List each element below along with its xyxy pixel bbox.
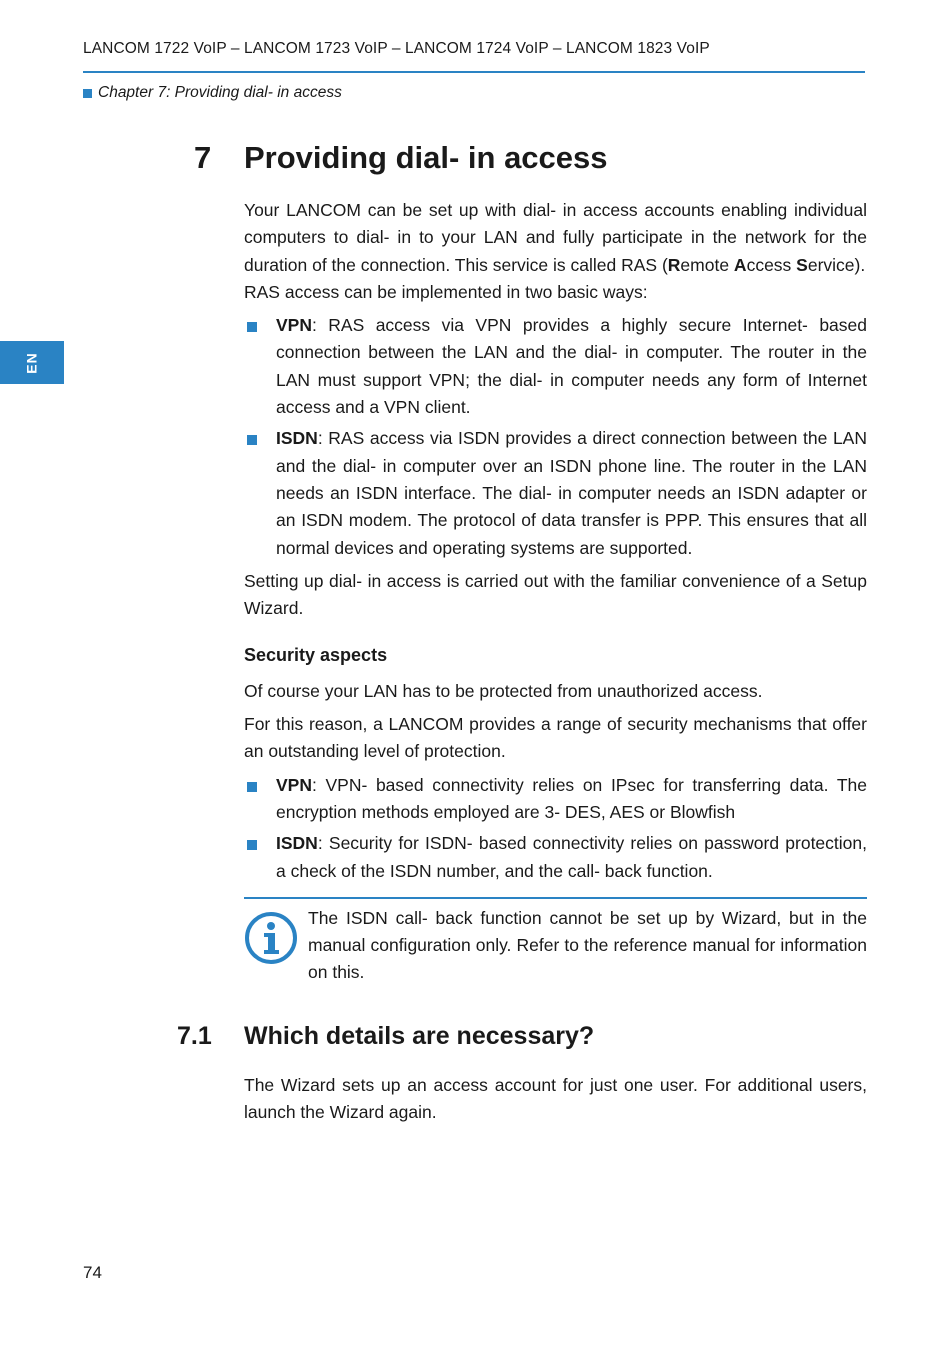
intro-text-a: Your LANCOM can be set up with dial- in access accounts enabling individual computers to dial- in to your LAN and fully participate in the network for the duration of the connection. This service is called RAS ( [244,200,867,275]
chapter-number: 7 [194,140,212,175]
square-bullet-icon [83,89,92,98]
setup-paragraph: Setting up dial- in access is carried out with the familiar convenience of a Setup Wizard. [244,570,867,619]
ras-s: S [796,254,808,275]
list-item [244,312,867,421]
list-item-text: : Security for ISDN- based connectivity relies on password protection, a check of the ISDN number, and the call- back function. [276,833,867,881]
ras-ervice: ervice). [807,254,866,275]
intro-text-b: RAS access can be implemented in two basic ways: [244,281,648,302]
square-bullet-icon [247,435,257,445]
square-bullet-icon [247,782,257,792]
language-tab [0,341,64,384]
page-number: 74 [83,1263,102,1282]
chapter-breadcrumb [83,84,342,102]
security-list [244,772,867,885]
section-title: Which details are necessary? [244,1022,595,1050]
list-item-text: : VPN- based connectivity relies on IPsec for transferring data. The encryption methods employed are 3- DES, AES or Blowfish [276,774,867,822]
chapter-breadcrumb-text: Chapter 7: Providing dial- in access [98,84,342,101]
list-item [244,425,867,561]
security-paragraph-1: Of course your LAN has to be protected from unauthorized access. [244,680,763,701]
list-item-term: ISDN [276,833,318,854]
security-paragraph-2: For this reason, a LANCOM provides a range of security mechanisms that offer an outstanding level of protection. [244,714,867,762]
ras-ccess: ccess [746,254,797,275]
chapter-heading [194,140,608,176]
list-item [244,772,867,827]
info-note-text: The ISDN call- back function cannot be set up by Wizard, but in the manual configuration only. Refer to the reference manual for information on this. [308,907,867,983]
chapter-title: Providing dial- in access [244,140,608,175]
square-bullet-icon [247,322,257,332]
ras-r: R [667,254,681,275]
section-heading [177,1022,594,1051]
chapter-body [244,197,867,987]
list-item [244,830,867,885]
running-header: LANCOM 1722 VoIP – LANCOM 1723 VoIP – LANCOM 1724 VoIP – LANCOM 1823 VoIP [83,40,710,57]
security-heading: Security aspects [244,645,388,666]
section-body [244,1072,867,1127]
language-tab-label: EN [23,351,40,374]
list-item-term: ISDN [276,428,318,449]
list-item-text: : RAS access via ISDN provides a direct connection between the LAN and the dial- in computer over an ISDN phone line. The router in the LAN needs an ISDN interface. The dial- in computer needs an ISDN adapter or an ISDN modem. The protocol of data transfer is PPP. This ensures that all normal devices and operating systems are supported. [276,428,867,558]
info-note [244,897,867,987]
list-item-term: VPN [276,315,312,336]
list-item-text: : RAS access via VPN provides a highly secure Internet- based connection between the LAN and the dial- in computer. The router in the LAN must support VPN; the dial- in computer needs any form of Internet access and a VPN client. [276,315,867,418]
header-rule [83,71,865,73]
intro-paragraph [244,197,867,306]
section-number: 7.1 [177,1022,212,1050]
info-icon [244,911,298,965]
list-item-term: VPN [276,774,312,795]
section-paragraph: The Wizard sets up an access account for just one user. For additional users, launch the Wizard again. [244,1075,867,1123]
ras-a: A [733,254,747,275]
ras-emote: emote [680,254,734,275]
access-ways-list [244,312,867,562]
square-bullet-icon [247,840,257,850]
